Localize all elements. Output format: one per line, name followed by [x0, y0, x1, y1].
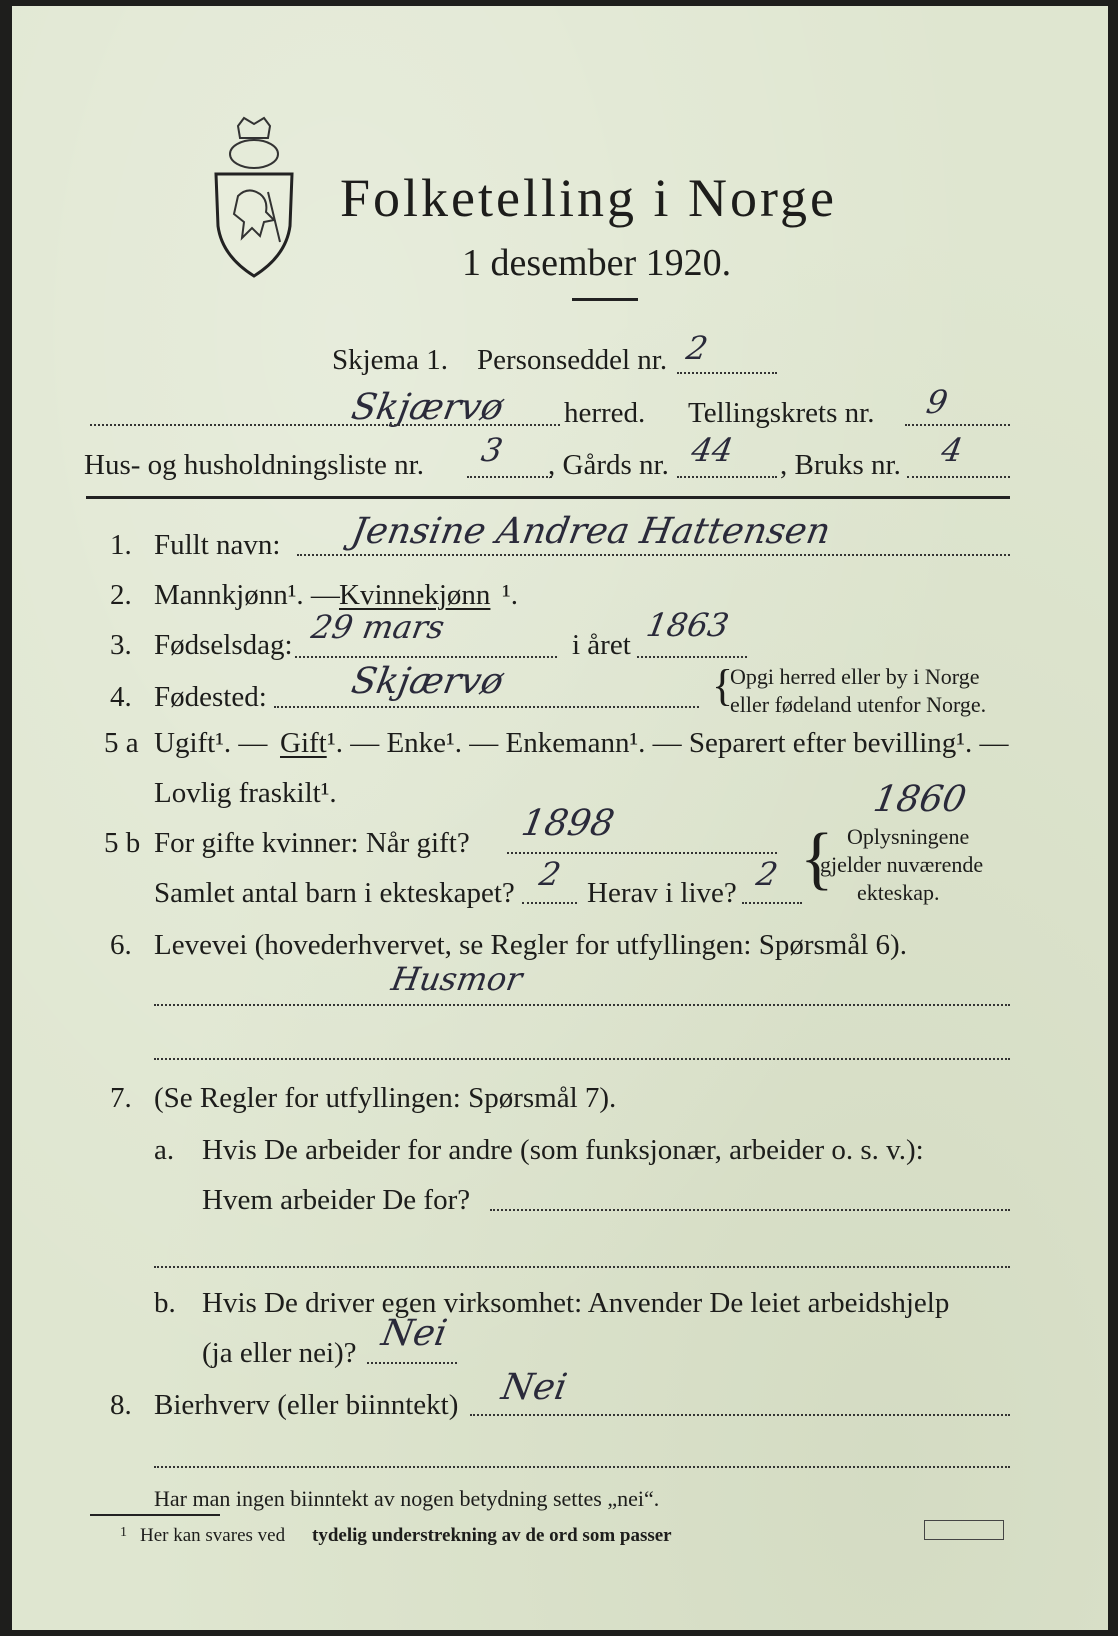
- q4-line: [274, 706, 699, 708]
- bruks-value: 4: [938, 431, 966, 469]
- q7a-line: [490, 1209, 1010, 1211]
- q5b-note-line2: gjelder nuværende: [820, 852, 984, 877]
- q5b-note-line1: Oplysningene: [847, 824, 970, 849]
- q8-line: [470, 1414, 1010, 1416]
- q5a-number: 5 a: [104, 727, 139, 759]
- q7a-label: Hvis De arbeider for andre (som funksjonær, arbeider o. s. v.):: [202, 1134, 924, 1166]
- q3-year-value: 1863: [643, 606, 732, 644]
- q1-value: Jensine Andrea Hattensen: [348, 511, 834, 552]
- q5b-barn-line: [522, 902, 577, 904]
- footnote-number: 1: [120, 1525, 127, 1540]
- q5b-number: 5 b: [104, 827, 141, 859]
- herred-value: Skjærvø: [348, 387, 507, 428]
- footnote-text: Her kan svares ved: [140, 1525, 286, 1546]
- q3-year-label: i året: [572, 629, 631, 661]
- q6-label: Levevei (hovederhvervet, se Regler for utfyllingen: Spørsmål 6).: [154, 929, 907, 961]
- q7b-value: Nei: [378, 1313, 451, 1354]
- q6-line1: [154, 1004, 1010, 1006]
- herred-line: [90, 424, 560, 426]
- skjema-label: Skjema 1.: [332, 344, 448, 376]
- q7b-letter: b.: [154, 1287, 176, 1319]
- q3-year-line: [637, 656, 747, 658]
- q5b-barn-label: Samlet antal barn i ekteskapet?: [154, 877, 515, 909]
- q2-female-sup: ¹.: [502, 579, 518, 611]
- q5b-value: 1898: [518, 803, 618, 844]
- q8-value: Nei: [498, 1367, 571, 1408]
- personseddel-line: [677, 372, 777, 374]
- census-form-sheet: [12, 6, 1108, 1630]
- q8-number: 8.: [110, 1389, 132, 1421]
- gards-line: [677, 476, 777, 478]
- header-rule: [86, 496, 1010, 499]
- q3-value: 29 mars: [308, 608, 448, 646]
- q7a-line2: Hvem arbeider De for?: [202, 1184, 471, 1216]
- q3-line: [295, 656, 557, 658]
- footnote-emphasis: tydelig understrekning av de ord som passer: [312, 1525, 672, 1546]
- q7a-extra-line: [154, 1266, 1010, 1268]
- q3-number: 3.: [110, 629, 132, 661]
- gards-label: , Gårds nr.: [548, 449, 669, 481]
- form-title: Folketelling i Norge: [340, 168, 837, 228]
- printer-stamp: [924, 1520, 1004, 1540]
- q6-number: 6.: [110, 929, 132, 961]
- q3-label: Fødselsdag:: [154, 629, 293, 661]
- q2-male: Mannkjønn¹. —: [154, 579, 340, 611]
- tellingskrets-line: [905, 424, 1010, 426]
- personseddel-value: 2: [683, 329, 711, 367]
- q1-label: Fullt navn:: [154, 529, 281, 561]
- q2-number: 2.: [110, 579, 132, 611]
- gards-value: 44: [688, 431, 737, 469]
- tellingskrets-label: Tellingskrets nr.: [688, 397, 875, 429]
- herred-label: herred.: [564, 397, 646, 429]
- q5b-barn-value: 2: [536, 855, 564, 893]
- q5a-rest: ¹. — Enke¹. — Enkemann¹. — Separert efter bevilling¹. —: [327, 727, 1009, 759]
- husliste-line: [467, 476, 552, 478]
- q1-line: [297, 554, 1010, 556]
- bruks-line: [907, 476, 1010, 478]
- census-date: 1 desember 1920.: [462, 242, 732, 284]
- q4-note-line2: eller fødeland utenfor Norge.: [730, 692, 987, 717]
- husliste-value: 3: [478, 431, 506, 469]
- title-divider: [572, 298, 638, 301]
- q5b-extra: 1860: [870, 779, 970, 820]
- q7b-line2: (ja eller nei)?: [202, 1337, 357, 1369]
- q4-number: 4.: [110, 681, 132, 713]
- q7-label: (Se Regler for utfyllingen: Spørsmål 7).: [154, 1082, 617, 1114]
- q1-number: 1.: [110, 529, 132, 561]
- q5b-live-value: 2: [753, 855, 781, 893]
- q4-label: Fødested:: [154, 681, 267, 713]
- q2-female: Kvinnekjønn: [339, 579, 491, 611]
- q4-note-line1: Opgi herred eller by i Norge: [730, 664, 980, 689]
- footnote-rule: [90, 1514, 220, 1516]
- q5b-note-line3: ekteskap.: [857, 880, 940, 905]
- norway-coat-of-arms-icon: [208, 116, 300, 284]
- q6-line2: [154, 1058, 1010, 1060]
- q5b-live-line: [742, 902, 802, 904]
- q8-extra-line: [154, 1466, 1010, 1468]
- q5a-line2: Lovlig fraskilt¹.: [154, 777, 337, 809]
- q8-label: Bierhverv (eller biinntekt): [154, 1389, 459, 1421]
- husliste-label: Hus- og husholdningsliste nr.: [84, 449, 424, 481]
- bruks-label: , Bruks nr.: [780, 449, 901, 481]
- q6-value: Husmor: [388, 960, 526, 998]
- q5a-ugift: Ugift¹. —: [154, 727, 268, 759]
- nei-note: Har man ingen biinntekt av nogen betydning settes „nei“.: [154, 1486, 660, 1511]
- q4-value: Skjærvø: [348, 661, 507, 702]
- q7b-line: [367, 1362, 457, 1364]
- q5a-gift: Gift: [280, 727, 327, 759]
- tellingskrets-value: 9: [923, 383, 951, 421]
- q5b-live-label: Herav i live?: [587, 877, 737, 909]
- q7a-letter: a.: [154, 1134, 175, 1166]
- q4-brace: {: [712, 661, 734, 710]
- q7-number: 7.: [110, 1082, 132, 1114]
- personseddel-label: Personseddel nr.: [477, 344, 668, 376]
- q5b-label: For gifte kvinner: Når gift?: [154, 827, 470, 859]
- q5b-line: [507, 852, 777, 854]
- q7b-label: Hvis De driver egen virksomhet: Anvender De leiet arbeidshjelp: [202, 1287, 950, 1319]
- q5b-brace: {: [800, 820, 834, 897]
